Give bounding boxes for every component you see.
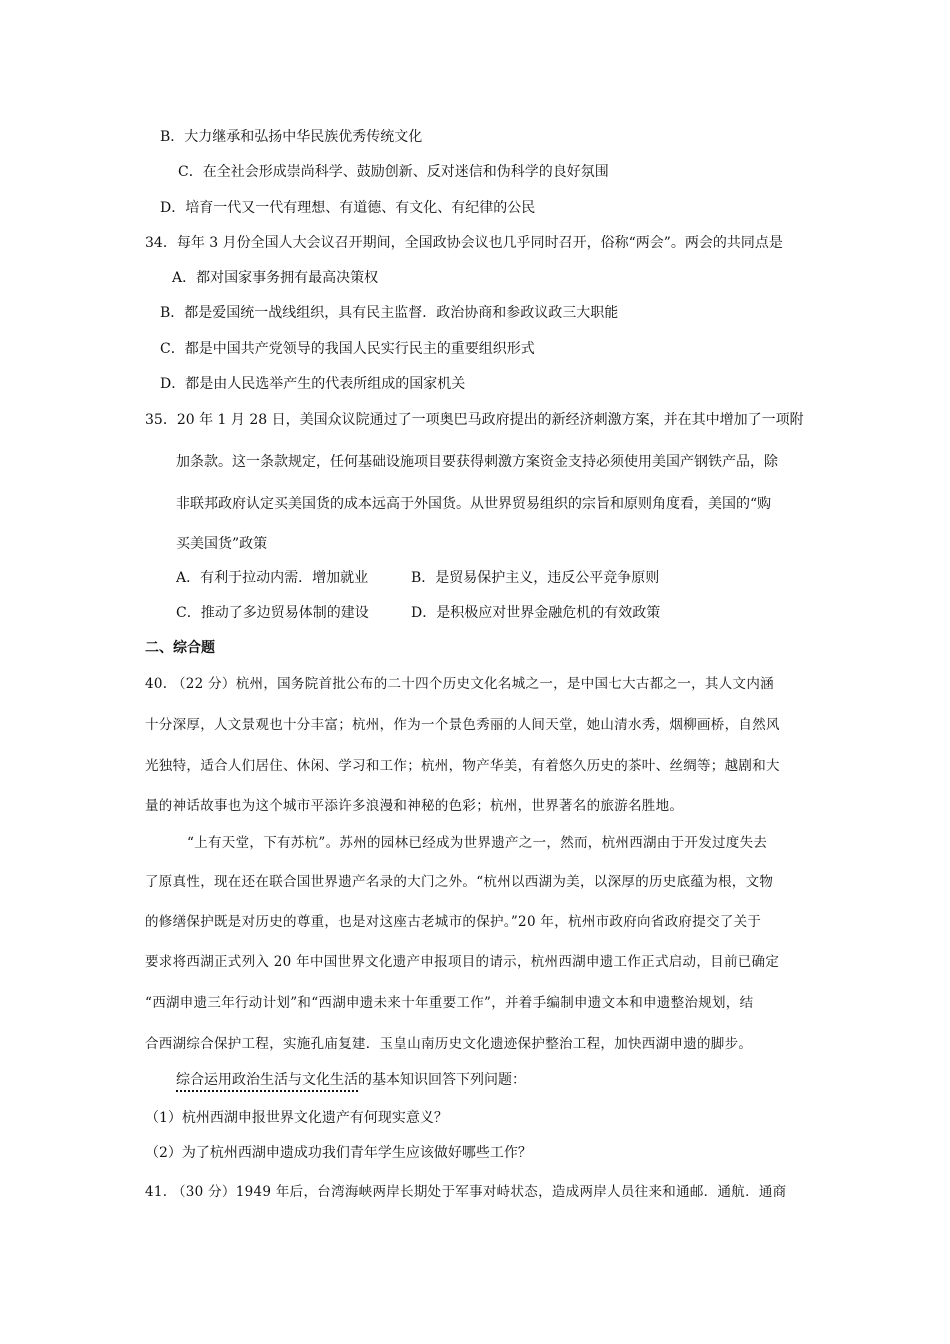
q34-option-d: D．都是由人民选举产生的代表所组成的国家机关 (160, 376, 466, 392)
q33-option-b: B．大力继承和弘扬中华民族优秀传统文化 (160, 129, 423, 145)
q40-para-line-9: “西湖申遗三年行动计划”和“西湖申遗未来十年重要工作”，并着手编制申遗文本和申遗整治规划，结 (145, 995, 754, 1011)
q40-sub-question-2: （2）为了杭州西湖申遗成功我们青年学生应该做好哪些工作？ (145, 1145, 532, 1161)
q40-para-line-7: 的修缮保护既是对历史的尊重，也是对这座古老城市的保护。”20 年，杭州市政府向省政府提交了关于 (145, 914, 762, 930)
q40-para-line-5: “上有天堂，下有苏杭”。苏州的园林已经成为世界遗产之一，然而，杭州西湖由于开发过度失去 (187, 835, 768, 851)
q40-para-line-1: 40. （22 分）杭州，国务院首批公布的二十四个历史文化名城之一，是中国七大古都之一，其人文内涵 (145, 676, 774, 692)
section-title: 二、综合题 (145, 640, 215, 656)
q35-option-b: B．是贸易保护主义，违反公平竞争原则 (411, 570, 660, 586)
q35-stem-line-4: 买美国货”政策 (176, 536, 268, 552)
q41-para-line-1: 41. （30 分）1949 年后，台湾海峡两岸长期处于军事对峙状态，造成两岸人员往来和通邮．通航．通商 (145, 1184, 787, 1200)
q34-option-a: A．都对国家事务拥有最高决策权 (172, 270, 379, 286)
q40-instruction (176, 1070, 526, 1090)
q33-option-d: D．培育一代又一代有理想、有道德、有文化、有纪律的公民 (160, 200, 536, 216)
q35-stem-line-3: 非联邦政府认定买美国货的成本远高于外国货。从世界贸易组织的宗旨和原则角度看，美国的“购 (176, 496, 772, 512)
q40-para-line-3: 光独特，适合人们居住、休闲、学习和工作；杭州，物产华美，有着悠久历史的茶叶、丝绸等；越剧和大 (145, 758, 780, 774)
q40-para-line-4: 量的神话故事也为这个城市平添许多浪漫和神秘的色彩；杭州，世界著名的旅游名胜地。 (145, 798, 684, 814)
q40-instruction-emphasis: 综合运用政治生活与文化生活 (176, 1072, 358, 1088)
q34-option-c: C．都是中国共产党领导的我国人民实行民主的重要组织形式 (160, 341, 535, 357)
q40-sub-question-1: （1）杭州西湖申报世界文化遗产有何现实意义？ (145, 1110, 448, 1126)
q40-para-line-6: 了原真性，现在还在联合国世界遗产名录的大门之外。“杭州以西湖为美，以深厚的历史底蕴为根，文物 (145, 874, 774, 890)
q40-para-line-10: 合西湖综合保护工程，实施孔庙复建．玉皇山南历史文化遗迹保护整治工程，加快西湖申遗的脚步。 (145, 1036, 753, 1052)
q34-option-b: B．都是爱国统一战线组织，具有民主监督．政治协商和参政议政三大职能 (160, 305, 619, 321)
q33-option-c: C．在全社会形成崇尚科学、鼓励创新、反对迷信和伪科学的良好氛围 (178, 164, 609, 180)
q35-option-d: D．是积极应对世界金融危机的有效政策 (411, 605, 661, 621)
q40-para-line-2: 十分深厚，人文景观也十分丰富；杭州，作为一个景色秀丽的人间天堂，她山清水秀，烟柳画桥，自然风 (145, 717, 780, 733)
q40-instruction-rest: 的基本知识回答下列问题： (358, 1072, 526, 1088)
q35-option-c: C．推动了多边贸易体制的建设 (176, 605, 369, 621)
q35-option-a: A．有利于拉动内需．增加就业 (176, 570, 369, 586)
q35-stem-line-1: 35．20 年 1 月 28 日，美国众议院通过了一项奥巴马政府提出的新经济刺激方案，并在其中增加了一项附 (145, 412, 804, 428)
q40-para-line-8: 要求将西湖正式列入 20 年中国世界文化遗产申报项目的请示，杭州西湖申遗工作正式启动，目前已确定 (145, 954, 780, 970)
q34-stem: 34．每年 3 月份全国人大会议召开期间，全国政协会议也几乎同时召开，俗称“两会”。两会的共同点是 (145, 235, 783, 251)
q35-stem-line-2: 加条款。这一条款规定，任何基础设施项目要获得刺激方案资金支持必须使用美国产钢铁产品，除 (176, 454, 778, 470)
